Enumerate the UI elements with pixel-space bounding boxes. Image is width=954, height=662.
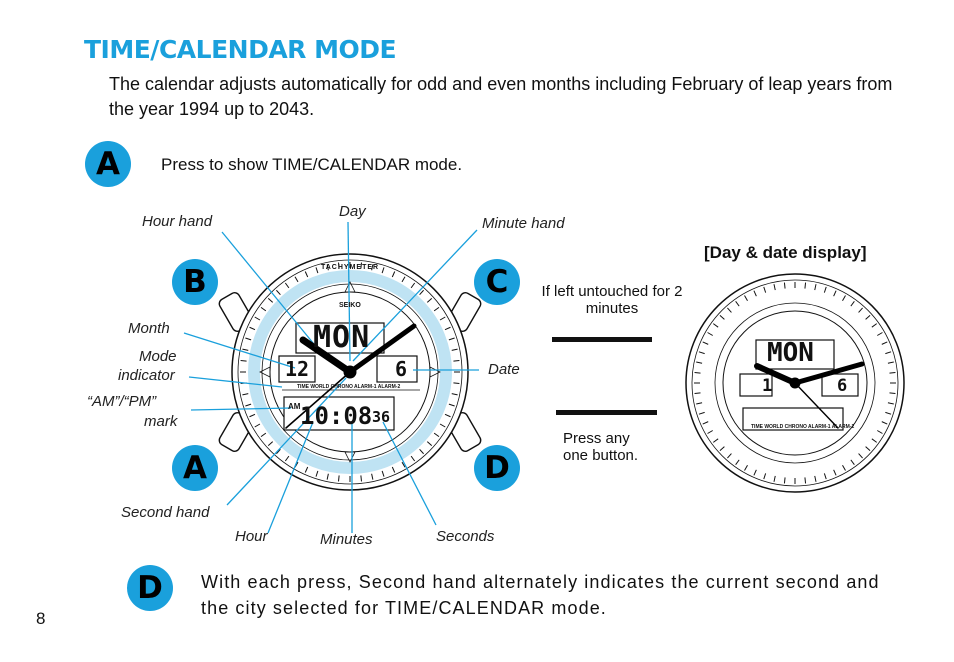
bezel-tick [784,283,785,289]
bezel-tick [784,477,785,483]
callout-hour: Hour [235,528,268,545]
callout-mode-indicator-2: indicator [118,367,175,384]
lcd-mode-row: TIME WORLD CHRONO ALARM-1 ALARM-2 [297,384,401,390]
step-a-text: Press to show TIME/CALENDAR mode. [161,155,463,174]
transition-bar-top [552,337,652,342]
lcd2-date: 6 [837,376,848,396]
bezel-tick [695,393,701,394]
bezel-tick [453,361,459,362]
dial-brand: SEIKO [339,302,361,309]
bezel-tick [453,383,459,384]
lcd-seconds: 36 [372,408,391,426]
intro-paragraph: The calendar adjusts automatically for odd and even months including February of leap years from the year 1994 up to 2043. [109,74,893,119]
callout-minutes: Minutes [320,531,373,548]
note-left-untouched: If left untouched for 2 minutes [541,283,683,317]
bezel-tick [805,477,806,483]
callout-minute-hand: Minute hand [482,215,565,232]
button-c-badge: C [474,259,520,305]
lcd2-mode-row: TIME WORLD CHRONO ALARM-1 ALARM-2 [751,424,855,430]
callout-date: Date [488,361,520,378]
step-d-text: With each press, Second hand alternately indicates the current second and the city selected for TIME/CALENDAR mode. [201,572,880,618]
button-a-badge: A [85,141,131,187]
lcd-time: 10:08 [300,402,373,430]
button-d-watch-badge: D [474,445,520,491]
bezel-tick [889,372,895,373]
lcd-am-mark: AM [288,402,301,411]
button-d-badge: D [127,565,173,611]
bezel-tick [695,372,701,373]
bezel-tick [805,283,806,289]
callout-day: Day [339,203,366,220]
callout-seconds: Seconds [436,528,495,545]
lcd-date: 6 [395,357,408,381]
bezel-tick [339,475,340,481]
transition-bar-bottom [556,410,657,415]
bezel-tick [889,393,895,394]
callout-month: Month [128,320,170,337]
callout-hour-hand: Hour hand [142,213,213,230]
day-date-display-title: [Day & date display] [704,243,867,262]
lcd2-day: MON [767,338,814,368]
callout-am-pm-2: mark [144,413,178,430]
bezel-tick [241,361,247,362]
bezel-tick [361,475,362,481]
lcd-month: 12 [285,357,310,381]
lcd2-month: 1 [762,376,773,396]
button-a-watch-badge: A [172,445,218,491]
button-b-badge: B [172,259,218,305]
callout-second-hand: Second hand [121,504,210,521]
callout-mode-indicator-1: Mode [139,348,177,365]
page-number: 8 [36,609,46,628]
lcd-day: MON [313,320,371,355]
callout-am-pm-1: “AM”/“PM” [87,393,157,410]
note-press-any: Press any one button. [563,430,639,464]
bezel-label: TACHYMETER [321,264,380,271]
page-title: TIME/CALENDAR MODE [84,35,397,64]
